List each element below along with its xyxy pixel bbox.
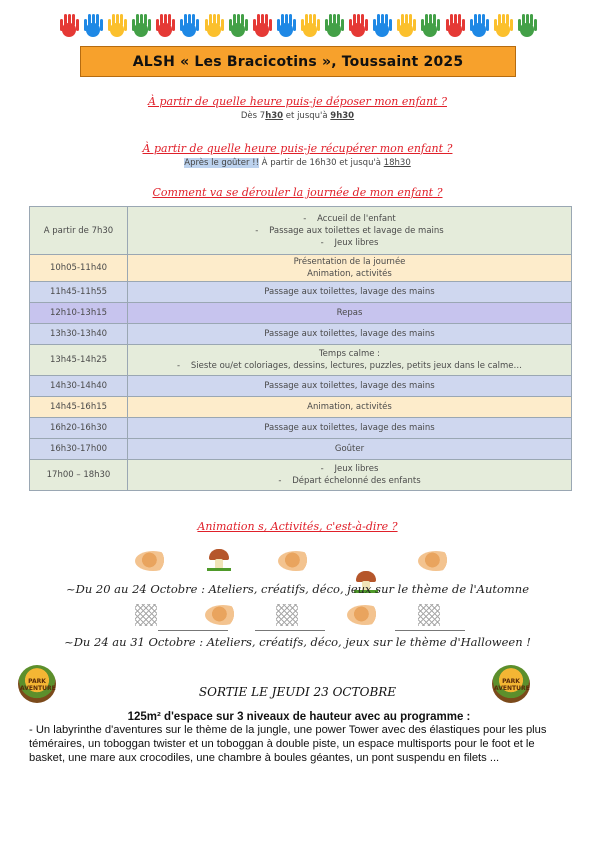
schedule-activity-item: Animation, activités <box>307 269 392 279</box>
schedule-time: 17h00 – 18h30 <box>30 460 128 491</box>
hand-prints-banner <box>58 13 538 47</box>
schedule-activity <box>128 255 572 282</box>
spider-web-icon <box>276 604 298 626</box>
table-row <box>30 439 572 460</box>
hand-print-icon <box>323 13 345 39</box>
schedule-time: 16h30-17h00 <box>30 439 128 460</box>
hand-print-icon <box>444 13 466 39</box>
schedule-activity-item: - Jeux libres <box>320 237 379 248</box>
table-row <box>30 345 572 376</box>
schedule-activity-item: Goûter <box>334 444 365 454</box>
hand-print-icon <box>516 13 538 39</box>
divider-line <box>158 630 228 631</box>
schedule-activity-item: Passage aux toilettes, lavage des mains <box>264 381 435 391</box>
schedule-activity <box>128 345 572 376</box>
table-row <box>30 324 572 345</box>
hand-print-icon <box>347 13 369 39</box>
hand-print-icon <box>82 13 104 39</box>
hand-print-icon <box>106 13 128 39</box>
autumn-leaf-icon <box>347 605 383 625</box>
spider-web-icon <box>418 604 440 626</box>
table-row <box>30 282 572 303</box>
schedule-activity-item: - Sieste ou/et coloriages, dessins, lectures, puzzles, petits jeux dans le calme… <box>177 361 522 371</box>
hand-print-icon <box>154 13 176 39</box>
autumn-leaf-icon <box>135 551 171 571</box>
question-drop-off: À partir de quelle heure puis-je déposer mon enfant ? <box>148 95 447 108</box>
schedule-activity-item: - Accueil de l'enfant <box>303 213 396 224</box>
question-activities: Animation s, Activités, c'est-à-dire ? <box>197 520 398 533</box>
hand-print-icon <box>227 13 249 39</box>
hand-print-icon <box>371 13 393 39</box>
question-pick-up: À partir de quelle heure puis-je récupérer mon enfant ? <box>142 142 453 155</box>
schedule-activity <box>128 439 572 460</box>
schedule-time: 14h30-14h40 <box>30 376 128 397</box>
table-row <box>30 207 572 255</box>
week-two-text: ~Du 24 au 31 Octobre : Ateliers, créatifs, déco, jeux sur le thème d'Halloween ! <box>64 635 531 649</box>
schedule-time: 14h45-16h15 <box>30 397 128 418</box>
table-row <box>30 376 572 397</box>
schedule-activity-item: Présentation de la journée <box>293 257 406 267</box>
schedule-activity-item: Passage aux toilettes, lavage des mains <box>264 287 435 297</box>
hand-print-icon <box>395 13 417 39</box>
mushroom-icon <box>209 549 229 571</box>
park-logo-icon: PARK AVENTURE <box>18 665 56 703</box>
park-logo-icon: PARK AVENTURE <box>492 665 530 703</box>
schedule-activity-item: - Jeux libres <box>320 464 379 474</box>
divider-line <box>395 630 465 631</box>
hand-print-icon <box>419 13 441 39</box>
page-title: ALSH « Les Bracicotins », Toussaint 2025 <box>132 53 464 70</box>
schedule-activity <box>128 418 572 439</box>
week-one-text: ~Du 20 au 24 Octobre : Ateliers, créatifs, déco, jeux sur le thème de l'Automne <box>65 582 530 596</box>
schedule-activity-item: - Passage aux toilettes et lavage de mains <box>255 225 444 236</box>
schedule-time: 11h45-11h55 <box>30 282 128 303</box>
autumn-leaf-icon <box>418 551 454 571</box>
divider-line <box>255 630 325 631</box>
details-body: - Un labyrinthe d'aventures sur le thème de la jungle, une power Tower avec des élastiques pour les plus téméraires, un toboggan twister et un toboggan à double piste, un espace multisports pour le foot et le basket, une mare aux crocodiles, une chambre à boules géantes, un pont suspendu en filets ... <box>29 724 547 764</box>
table-row <box>30 460 572 491</box>
hand-print-icon <box>203 13 225 39</box>
schedule-activity-item: Temps calme : <box>318 349 381 359</box>
hand-print-icon <box>251 13 273 39</box>
hand-print-icon <box>58 13 80 39</box>
hand-print-icon <box>130 13 152 39</box>
question-day-schedule: Comment va se dérouler la journée de mon enfant ? <box>152 186 443 199</box>
schedule-activity-item: Passage aux toilettes, lavage des mains <box>264 329 435 339</box>
answer-pick-up: Après le goûter !! À partir de 16h30 et jusqu'à 18h30 <box>184 158 411 168</box>
hand-print-icon <box>178 13 200 39</box>
table-row <box>30 303 572 324</box>
details-heading: 125m² d'espace sur 3 niveaux de hauteur avec au programme : <box>127 711 471 723</box>
schedule-time: 13h30-13h40 <box>30 324 128 345</box>
schedule-time: 13h45-14h25 <box>30 345 128 376</box>
schedule-activity <box>128 397 572 418</box>
schedule-table <box>29 206 572 491</box>
schedule-activity-item: Repas <box>336 308 363 318</box>
schedule-time: 12h10-13h15 <box>30 303 128 324</box>
schedule-activity-item: - Départ échelonné des enfants <box>278 476 421 486</box>
table-row <box>30 418 572 439</box>
title-banner <box>80 46 516 77</box>
answer-drop-off: Dès 7h30 et jusqu'à 9h30 <box>240 111 355 121</box>
spider-web-icon <box>135 604 157 626</box>
schedule-time: A partir de 7h30 <box>30 207 128 255</box>
table-row <box>30 255 572 282</box>
hand-print-icon <box>468 13 490 39</box>
hand-print-icon <box>492 13 514 39</box>
schedule-activity <box>128 324 572 345</box>
schedule-activity <box>128 282 572 303</box>
autumn-leaf-icon <box>278 551 314 571</box>
schedule-activity-item: Animation, activités <box>307 402 392 412</box>
hand-print-icon <box>299 13 321 39</box>
table-row <box>30 397 572 418</box>
autumn-leaf-icon <box>205 605 241 625</box>
hand-print-icon <box>275 13 297 39</box>
schedule-activity <box>128 303 572 324</box>
schedule-activity <box>128 207 572 255</box>
schedule-activity-item: Passage aux toilettes, lavage des mains <box>264 423 435 433</box>
schedule-time: 16h20-16h30 <box>30 418 128 439</box>
schedule-activity <box>128 376 572 397</box>
schedule-activity <box>128 460 572 491</box>
schedule-time: 10h05-11h40 <box>30 255 128 282</box>
outing-title: SORTIE LE JEUDI 23 OCTOBRE <box>198 685 397 699</box>
